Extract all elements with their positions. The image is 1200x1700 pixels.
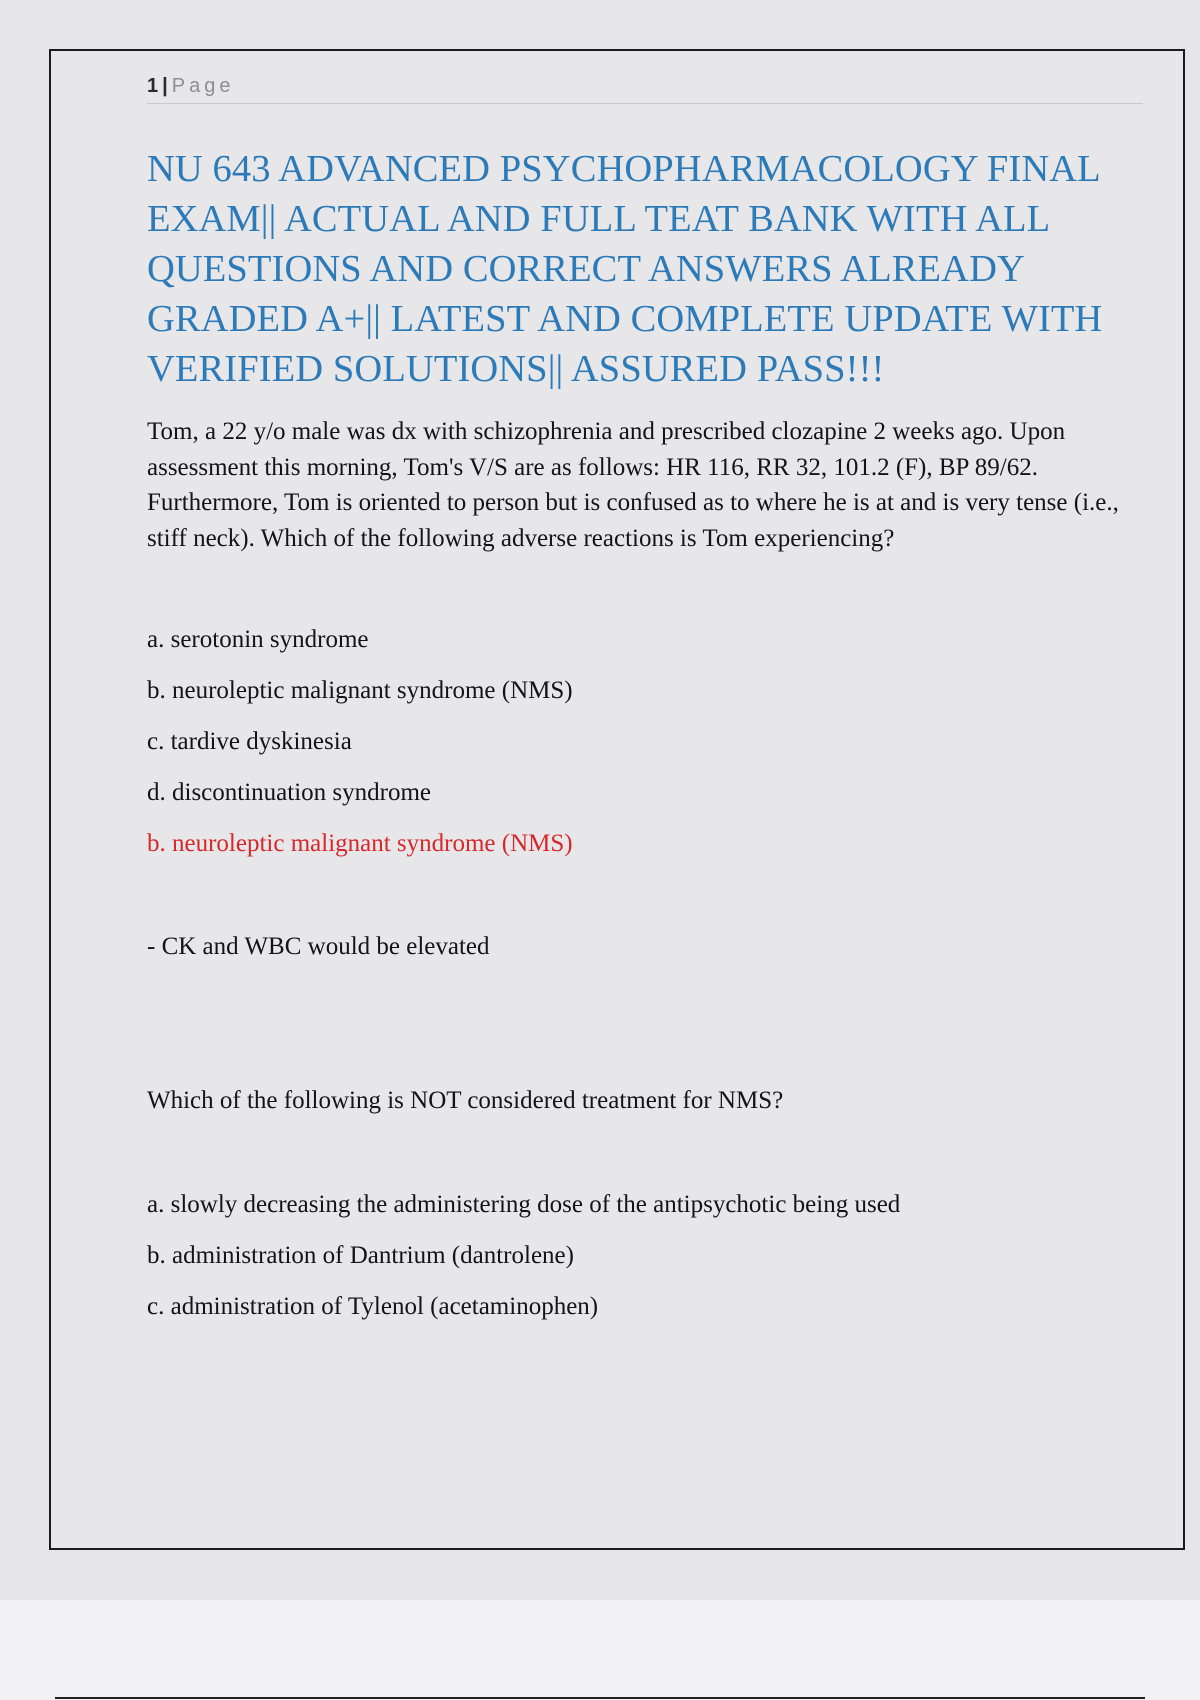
- question-1-option-a: a. serotonin syndrome: [147, 626, 369, 653]
- page-header-separator: |: [162, 75, 168, 97]
- question-2-option-a: a. slowly decreasing the administering dose of the antipsychotic being used: [147, 1191, 901, 1218]
- question-1-text: Tom, a 22 y/o male was dx with schizophrenia and prescribed clozapine 2 weeks ago. Upon assessment this morning, Tom's V/S are as follows: HR 116, RR 32, 101.2 (F), BP 89/62. Furthermore, Tom is oriented to person but is confused as to where he is at and is very tense (i.e., stiff neck). Which of the following adverse reactions is Tom experiencing?: [147, 418, 1119, 552]
- page-content: [147, 73, 1143, 1343]
- next-page-edge: [0, 1600, 1200, 1700]
- question-1-options: [147, 625, 1143, 808]
- page-label: Page: [171, 75, 235, 97]
- question-1-option-d: d. discontinuation syndrome: [147, 779, 431, 806]
- page-header: [147, 73, 1143, 104]
- question-1-option-b: b. neuroleptic malignant syndrome (NMS): [147, 677, 573, 704]
- question-2-text: Which of the following is NOT considered treatment for NMS?: [147, 1087, 784, 1114]
- question-1-rationale: - CK and WBC would be elevated: [147, 933, 490, 960]
- question-1-answer: b. neuroleptic malignant syndrome (NMS): [147, 830, 573, 857]
- page-number: 1: [147, 75, 159, 97]
- question-2-option-b: b. administration of Dantrium (dantrolene): [147, 1242, 574, 1269]
- bottom-divider: [55, 1697, 1145, 1699]
- question-2-options: [147, 1190, 1143, 1322]
- document-title: NU 643 ADVANCED PSYCHOPHARMACOLOGY FINAL EXAM|| ACTUAL AND FULL TEAT BANK WITH ALL QUESTIONS AND CORRECT ANSWERS ALREADY GRADED A+|| LATEST AND COMPLETE UPDATE WITH VERIFIED SOLUTIONS|| ASSURED PASS!!!: [147, 148, 1103, 390]
- question-2-option-c: c. administration of Tylenol (acetaminophen): [147, 1293, 599, 1320]
- question-1-option-c: c. tardive dyskinesia: [147, 728, 352, 755]
- document-page: [49, 49, 1185, 1550]
